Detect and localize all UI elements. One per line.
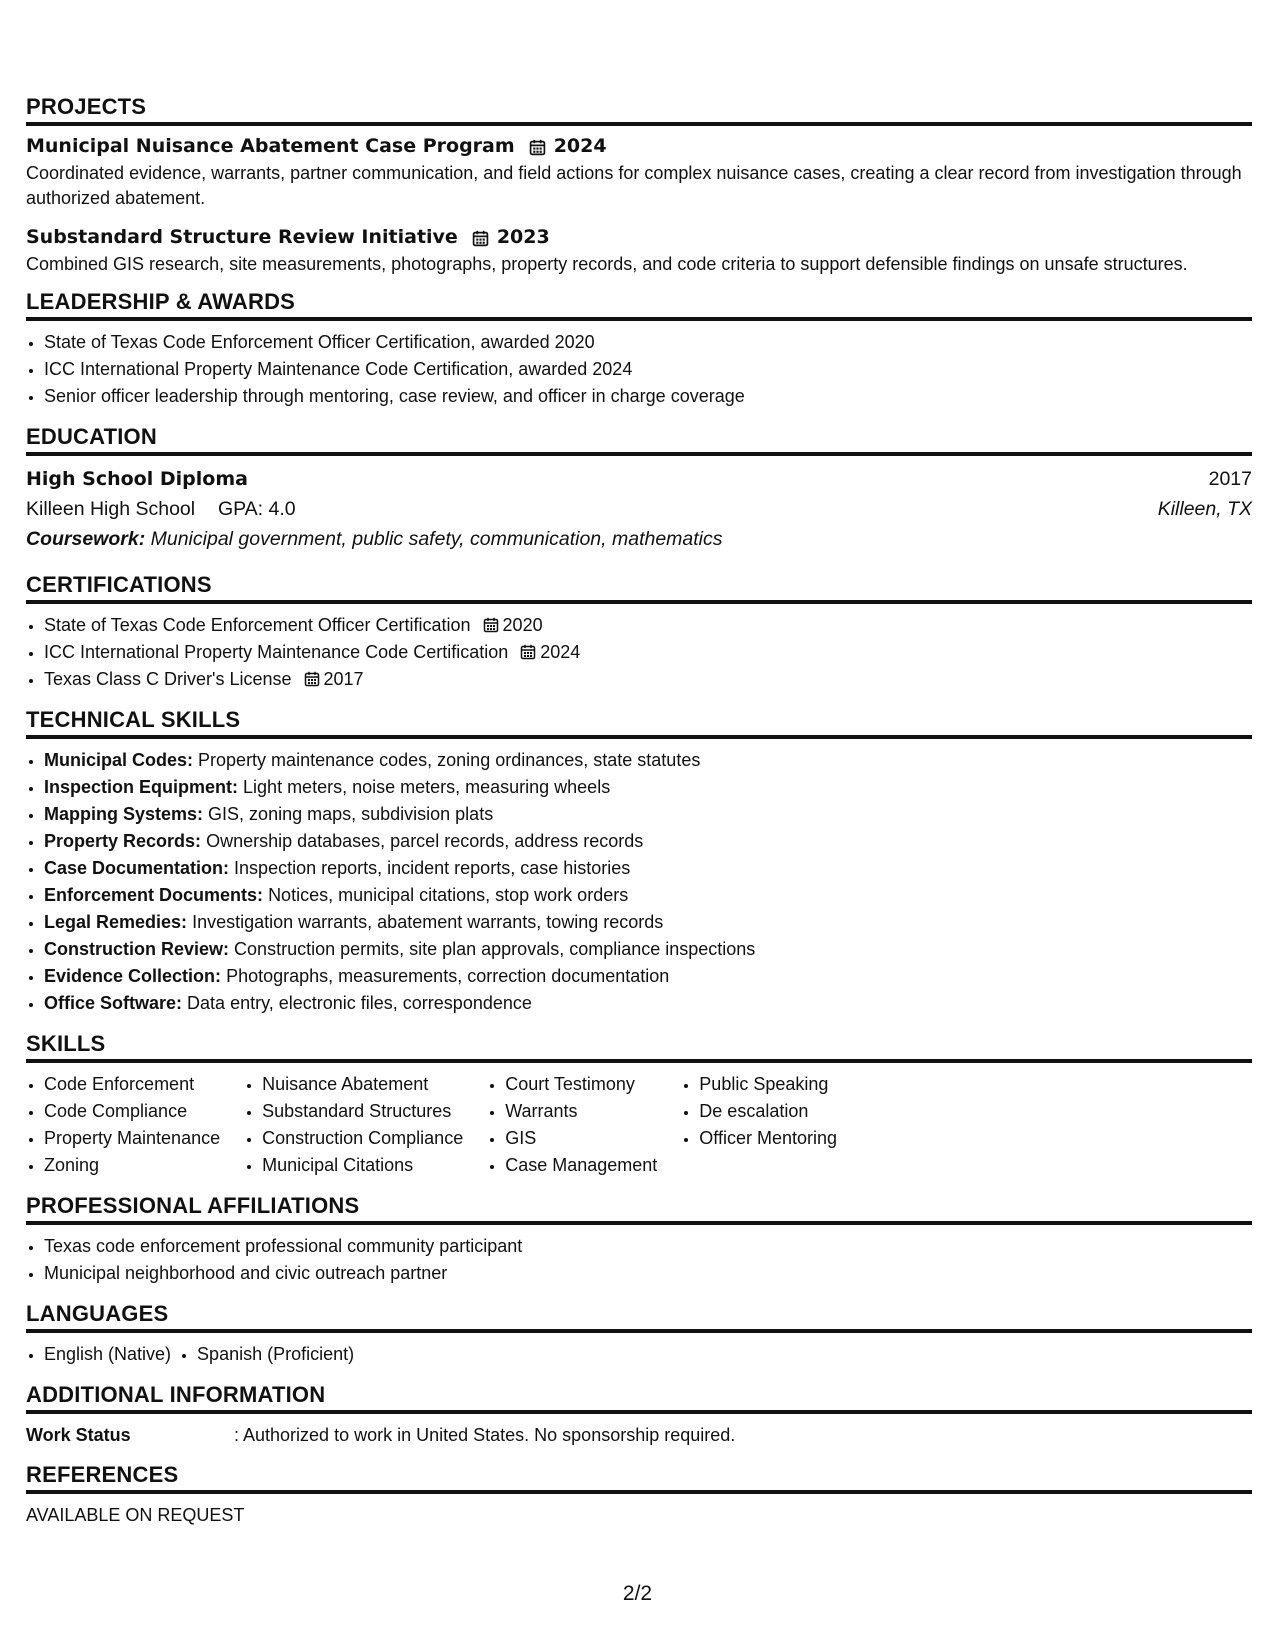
- education-location: Killeen, TX: [1157, 498, 1252, 520]
- skill-label: Mapping Systems:: [44, 804, 204, 824]
- certification-name: State of Texas Code Enforcement Officer Certification: [44, 615, 471, 635]
- section-divider: [26, 1410, 1252, 1414]
- technical-skills-list: [26, 747, 1252, 1017]
- skill-text: Photographs, measurements, correction documentation: [226, 966, 670, 986]
- affiliations-section: [26, 1193, 1252, 1287]
- calendar-icon: [520, 641, 536, 657]
- section-title-additional-info: ADDITIONAL INFORMATION: [26, 1382, 326, 1407]
- section-title-certifications: CERTIFICATIONS: [26, 572, 212, 597]
- section-title-references: REFERENCES: [26, 1462, 179, 1487]
- technical-skills-section: [26, 707, 1252, 1017]
- skill-label: Inspection Equipment:: [44, 777, 239, 797]
- work-status-label: Work Status: [26, 1425, 131, 1445]
- skills-section: [26, 1031, 1252, 1179]
- leadership-section: [26, 289, 1252, 410]
- skill-text: Ownership databases, parcel records, address records: [206, 831, 644, 851]
- section-title-projects: PROJECTS: [26, 94, 147, 119]
- skill: • Case Management: [505, 1152, 657, 1179]
- gpa: GPA: 4.0: [217, 498, 296, 520]
- skill: • Municipal Citations: [262, 1152, 463, 1179]
- certification-item: [44, 666, 1252, 693]
- references-section: [26, 1462, 1252, 1528]
- skill-item: [44, 963, 1252, 990]
- certifications-list: [26, 612, 1252, 693]
- skill: • GIS: [505, 1125, 657, 1152]
- skill-item: [44, 828, 1252, 855]
- skill-label: Legal Remedies:: [44, 912, 188, 932]
- skill: • Substandard Structures: [262, 1098, 463, 1125]
- language-item: • English (Native): [44, 1341, 171, 1368]
- skill-label: Enforcement Documents:: [44, 885, 264, 905]
- skill-item: [44, 936, 1252, 963]
- coursework: [26, 524, 1252, 554]
- skills-column: [681, 1071, 837, 1179]
- skill-item: [44, 747, 1252, 774]
- skill-text: Notices, municipal citations, stop work orders: [268, 885, 629, 905]
- project-name: Municipal Nuisance Abatement Case Program: [26, 135, 515, 157]
- certification-year: 2024: [540, 642, 581, 662]
- list-item: • ICC International Property Maintenance Code Certification, awarded 2024: [44, 356, 1252, 383]
- degree-name: High School Diploma: [26, 468, 248, 490]
- section-divider: [26, 1221, 1252, 1225]
- skills-column: [487, 1071, 657, 1179]
- skills-columns: [26, 1071, 1252, 1179]
- calendar-icon: [483, 614, 499, 630]
- list-item: • State of Texas Code Enforcement Officer Certification, awarded 2020: [44, 329, 1252, 356]
- certification-year: 2017: [323, 669, 364, 689]
- references-text: AVAILABLE ON REQUEST: [26, 1505, 245, 1525]
- section-title-skills: SKILLS: [26, 1031, 106, 1056]
- section-title-leadership: LEADERSHIP & AWARDS: [26, 289, 296, 314]
- skill: • Public Speaking: [699, 1071, 837, 1098]
- skill: • Nuisance Abatement: [262, 1071, 463, 1098]
- project-name: Substandard Structure Review Initiative: [26, 226, 458, 248]
- skill-label: Evidence Collection:: [44, 966, 222, 986]
- section-divider: [26, 1329, 1252, 1333]
- skill: • Officer Mentoring: [699, 1125, 837, 1152]
- skill-item: [44, 909, 1252, 936]
- section-divider: [26, 1490, 1252, 1494]
- section-divider: [26, 122, 1252, 126]
- calendar-icon: [472, 229, 489, 246]
- skill-label: Property Records:: [44, 831, 202, 851]
- languages-section: [26, 1301, 1252, 1368]
- section-divider: [26, 1059, 1252, 1063]
- list-item: • Texas code enforcement professional community participant: [44, 1233, 1252, 1260]
- section-divider: [26, 600, 1252, 604]
- section-title-languages: LANGUAGES: [26, 1301, 169, 1326]
- skill: • Code Enforcement: [44, 1071, 220, 1098]
- skill: • Warrants: [505, 1098, 657, 1125]
- skill-label: Case Documentation:: [44, 858, 230, 878]
- certification-item: [44, 639, 1252, 666]
- project-item: [26, 225, 1252, 277]
- skill: • Court Testimony: [505, 1071, 657, 1098]
- skill-text: Inspection reports, incident reports, case histories: [234, 858, 631, 878]
- project-year: 2023: [496, 226, 550, 248]
- certification-name: ICC International Property Maintenance Code Certification: [44, 642, 509, 662]
- skill-item: [44, 855, 1252, 882]
- section-divider: [26, 317, 1252, 321]
- projects-section: [26, 94, 1252, 277]
- project-description: Combined GIS research, site measurements, photographs, property records, and code criteria to support defensible findings on unsafe structures.: [26, 254, 1188, 274]
- skills-column: [244, 1071, 463, 1179]
- language-item: • Spanish (Proficient): [197, 1341, 354, 1368]
- education-section: [26, 424, 1252, 554]
- skill-item: [44, 774, 1252, 801]
- skill-text: Construction permits, site plan approvals, compliance inspections: [234, 939, 756, 959]
- skill-label: Municipal Codes:: [44, 750, 194, 770]
- affiliations-list: [26, 1233, 1252, 1287]
- calendar-icon: [304, 668, 320, 684]
- list-item: • Municipal neighborhood and civic outreach partner: [44, 1260, 1252, 1287]
- additional-info-section: [26, 1382, 1252, 1448]
- school-name: Killeen High School: [26, 498, 196, 520]
- skill-text: Data entry, electronic files, correspondence: [187, 993, 532, 1013]
- page-number: 2/2: [622, 1582, 653, 1605]
- section-divider: [26, 452, 1252, 456]
- skill-text: GIS, zoning maps, subdivision plats: [208, 804, 494, 824]
- certifications-section: [26, 572, 1252, 693]
- skill: • Property Maintenance: [44, 1125, 220, 1152]
- skill: • Zoning: [44, 1152, 220, 1179]
- skill-text: Property maintenance codes, zoning ordinances, state statutes: [198, 750, 701, 770]
- skill: • Code Compliance: [44, 1098, 220, 1125]
- section-divider: [26, 735, 1252, 739]
- education-year: 2017: [1208, 468, 1252, 490]
- skill-text: Investigation warrants, abatement warrants, towing records: [192, 912, 664, 932]
- section-title-education: EDUCATION: [26, 424, 157, 449]
- certification-item: [44, 612, 1252, 639]
- project-description: Coordinated evidence, warrants, partner communication, and field actions for complex nuisance cases, creating a clear record from investigation through authorized abatement.: [26, 163, 1242, 208]
- skill-label: Office Software:: [44, 993, 183, 1013]
- coursework-label: Coursework:: [26, 528, 146, 550]
- skill: • De escalation: [699, 1098, 837, 1125]
- skill: • Construction Compliance: [262, 1125, 463, 1152]
- skills-column: [26, 1071, 220, 1179]
- skill-label: Construction Review:: [44, 939, 230, 959]
- skill-item: [44, 801, 1252, 828]
- skill-text: Light meters, noise meters, measuring wheels: [243, 777, 611, 797]
- skill-item: [44, 990, 1252, 1017]
- languages-list: [26, 1341, 1252, 1368]
- certification-name: Texas Class C Driver's License: [44, 669, 292, 689]
- leadership-list: [26, 329, 1252, 410]
- section-title-technical-skills: TECHNICAL SKILLS: [26, 707, 241, 732]
- coursework-text: Municipal government, public safety, communication, mathematics: [150, 528, 723, 550]
- resume-page: [26, 94, 1252, 1528]
- calendar-icon: [529, 138, 546, 155]
- work-status-value: : Authorized to work in United States. No sponsorship required.: [234, 1425, 736, 1445]
- skill-item: [44, 882, 1252, 909]
- section-title-affiliations: PROFESSIONAL AFFILIATIONS: [26, 1193, 360, 1218]
- project-item: [26, 134, 1252, 211]
- certification-year: 2020: [502, 615, 543, 635]
- project-year: 2024: [553, 135, 607, 157]
- list-item: • Senior officer leadership through mentoring, case review, and officer in charge coverage: [44, 383, 1252, 410]
